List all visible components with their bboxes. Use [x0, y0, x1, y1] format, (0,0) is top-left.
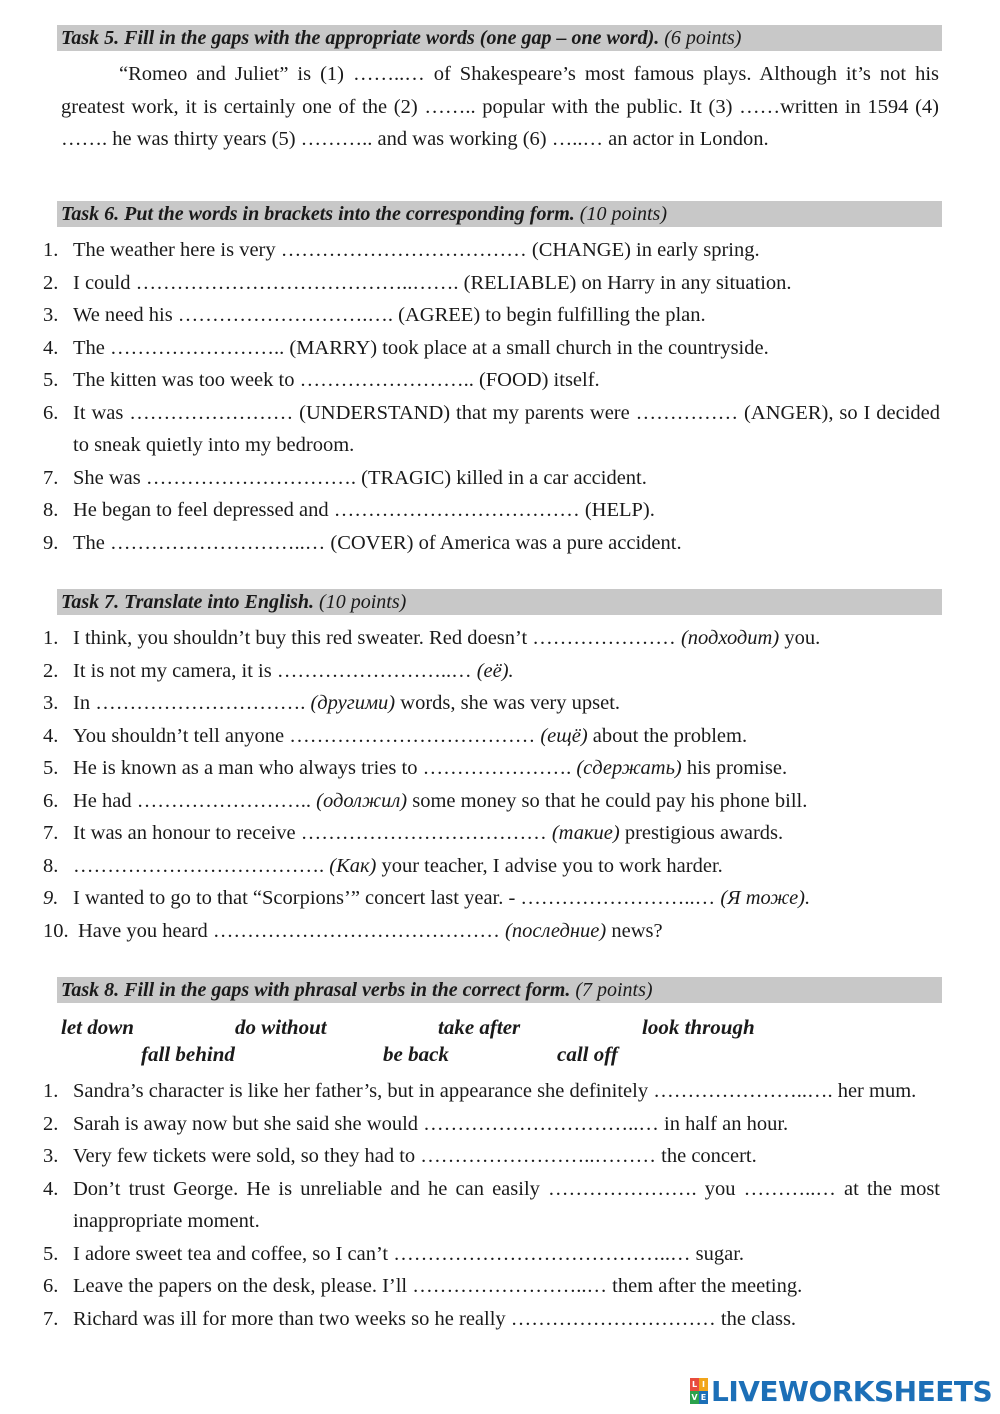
item-number: 10. — [43, 919, 69, 942]
russian-hint: (Я тоже). — [715, 887, 811, 909]
task6-item — [43, 527, 940, 560]
item-text: You shouldn’t tell anyone ……………………………… — [73, 724, 536, 747]
task8-item — [43, 1108, 940, 1141]
word-bank-row-2 — [0, 1041, 1000, 1068]
task7-title: Task 7. Translate into English. — [61, 591, 315, 613]
item-text: Sandra’s character is like her father’s, but in appearance she definitely …………………..…. her mum. — [73, 1080, 917, 1102]
item-text: Sarah is away now but she said she would …………………………..… in half an hour. — [73, 1112, 789, 1135]
russian-hint: (последние) — [499, 919, 607, 942]
word-bank-item: do without — [235, 1015, 327, 1039]
task7-item — [43, 752, 940, 785]
item-number: 2. — [43, 659, 59, 682]
task8-item — [43, 1075, 940, 1108]
logo-text: LIVEWORKSHEETS — [711, 1374, 993, 1408]
item-text: I adore sweet tea and coffee, so I can’t …………………………………..… sugar. — [73, 1242, 745, 1265]
task6-item — [43, 267, 940, 300]
item-text: Have you heard …………………………………… — [78, 919, 500, 942]
task8-item — [43, 1303, 940, 1336]
item-text: I think, you shouldn’t buy this red sweater. Red doesn’t ………………… — [73, 627, 676, 649]
item-text-end: about the problem. — [587, 724, 748, 747]
task7-points: (10 points) — [319, 591, 407, 613]
task7-item — [43, 720, 940, 753]
item-text: The weather here is very ……………………………… (CHANGE) in early spring. — [73, 239, 760, 261]
item-text: He is known as a man who always tries to …………………. — [73, 757, 572, 779]
item-text: Don’t trust George. He is unreliable and he can easily …………………. you ………..… at the most inappropriate moment. — [73, 1177, 940, 1232]
item-number: 5. — [43, 369, 59, 391]
item-number: 4. — [43, 336, 59, 359]
word-bank-item: look through — [642, 1015, 755, 1039]
task5-text — [61, 58, 939, 156]
item-text: Very few tickets were sold, so they had to ……………………..……… the concert. — [73, 1145, 757, 1167]
item-text-end: prestigious awards. — [619, 822, 784, 844]
logo-mark-cell: E — [700, 1393, 707, 1402]
item-text: I wanted to go to that “Scorpions’” concert last year. - ……………………..… — [73, 887, 716, 909]
task6-item — [43, 462, 940, 495]
item-text: She was …………………………. (TRAGIC) killed in a car accident. — [73, 466, 647, 489]
item-text: He had …………………….. — [73, 789, 312, 812]
word-bank-item: call off — [557, 1042, 618, 1066]
word-bank-item: let down — [61, 1015, 134, 1039]
task8-header — [57, 977, 942, 1003]
russian-hint: (сдержать) — [571, 757, 682, 779]
task7-item — [43, 882, 940, 915]
russian-hint: (ещё) — [535, 724, 588, 747]
russian-hint: (подходит) — [675, 627, 780, 649]
task6-list — [43, 234, 940, 559]
item-text: It was an honour to receive ……………………………… — [73, 822, 547, 844]
item-text-end: you. — [779, 627, 821, 649]
item-text: It was …………………… (UNDERSTAND) that my parents were …………… (ANGER), so I decided to sneak quietly into my bedroom. — [73, 401, 940, 456]
task6-item — [43, 332, 940, 365]
task7-list — [43, 622, 940, 947]
item-number: 7. — [43, 1307, 59, 1330]
item-number: 1. — [43, 1080, 59, 1102]
item-text-end: your teacher, I advise you to work harder. — [376, 854, 723, 877]
task6-item — [43, 397, 940, 462]
item-text: In …………………………. — [73, 692, 306, 714]
item-number: 3. — [43, 1145, 59, 1167]
logo-mark-cell: L — [691, 1380, 698, 1389]
russian-hint: (её). — [471, 659, 514, 682]
task8-item — [43, 1173, 940, 1238]
task7-item — [43, 915, 940, 948]
word-bank-row-1 — [0, 1014, 1000, 1041]
item-text-end: news? — [606, 919, 663, 942]
russian-hint: (одолжил) — [311, 789, 408, 812]
item-number: 2. — [43, 271, 59, 294]
item-text: It is not my camera, it is ……………………..… — [73, 659, 472, 682]
task7-item — [43, 655, 940, 688]
item-text-end: some money so that he could pay his phone bill. — [407, 789, 808, 812]
task8-item — [43, 1270, 940, 1303]
item-text: The …………………….. (MARRY) took place at a small church in the countryside. — [73, 336, 769, 359]
item-number: 7. — [43, 822, 59, 844]
task6-title: Task 6. Put the words in brackets into the corresponding form. — [61, 203, 575, 225]
task7-header — [57, 589, 942, 615]
item-number: 8. — [43, 499, 59, 521]
task7-item — [43, 622, 940, 655]
task8-points: (7 points) — [575, 979, 653, 1001]
task5-header — [57, 25, 942, 51]
task7-item — [43, 687, 940, 720]
russian-hint: (другими) — [305, 692, 396, 714]
item-number: 9. — [43, 887, 59, 909]
item-number: 5. — [43, 757, 59, 779]
task7-item — [43, 850, 940, 883]
item-number: 6. — [43, 1275, 59, 1297]
task5-paragraph: “Romeo and Juliet” is (1) ……..… of Shakespeare’s most famous plays. Although it’s not his greatest work, it is certainly one of the (2) …….. popular with the public. It (3) ……written in 1594 (4) ……. he was thirty years (5) ……….. and was working (6) …..… an actor in London. — [61, 63, 939, 150]
item-number: 4. — [43, 724, 59, 747]
item-text-end: his promise. — [681, 757, 788, 779]
task8-item — [43, 1140, 940, 1173]
item-number: 5. — [43, 1242, 59, 1265]
task6-header — [57, 201, 942, 227]
task8-title: Task 8. Fill in the gaps with phrasal verbs in the correct form. — [61, 979, 571, 1001]
item-text-end: words, she was very upset. — [395, 692, 621, 714]
item-number: 4. — [43, 1177, 59, 1200]
item-number: 6. — [43, 789, 59, 812]
task6-item — [43, 364, 940, 397]
item-number: 1. — [43, 239, 59, 261]
task7-item — [43, 785, 940, 818]
task6-item — [43, 234, 940, 267]
russian-hint: (такие) — [546, 822, 620, 844]
item-text: The ………………………..… (COVER) of America was a pure accident. — [73, 531, 682, 554]
word-bank-item: take after — [438, 1015, 521, 1039]
item-number: 6. — [43, 401, 59, 424]
task6-item — [43, 299, 940, 332]
task8-list — [43, 1075, 940, 1335]
item-number: 9. — [43, 531, 59, 554]
word-bank-item: be back — [383, 1042, 449, 1066]
item-number: 2. — [43, 1112, 59, 1135]
logo-mark-cell: V — [691, 1393, 698, 1402]
task6-points: (10 points) — [579, 203, 667, 225]
task7-item — [43, 817, 940, 850]
item-number: 3. — [43, 692, 59, 714]
task6-item — [43, 494, 940, 527]
item-number: 8. — [43, 854, 59, 877]
item-number: 7. — [43, 466, 59, 489]
task5-title: Task 5. Fill in the gaps with the appropriate words (one gap – one word). — [61, 27, 660, 49]
word-bank-item: fall behind — [141, 1042, 235, 1066]
item-number: 1. — [43, 627, 59, 649]
item-text: The kitten was too week to …………………….. (FOOD) itself. — [73, 369, 600, 391]
item-text: We need his ……………………….…. (AGREE) to begin fulfilling the plan. — [73, 304, 706, 326]
liveworksheets-logo[interactable] — [690, 1376, 992, 1406]
liveworksheets-logo-icon — [690, 1378, 708, 1404]
item-text: Leave the papers on the desk, please. I’ll ……………………..… them after the meeting. — [73, 1275, 803, 1297]
item-text: ………………………………. — [73, 854, 325, 877]
logo-mark-cell: I — [699, 1378, 708, 1391]
item-number: 3. — [43, 304, 59, 326]
item-text: He began to feel depressed and ……………………………… (HELP). — [73, 499, 655, 521]
item-text: Richard was ill for more than two weeks so he really ………………………… the class. — [73, 1307, 797, 1330]
task5-points: (6 points) — [664, 27, 742, 49]
russian-hint: (Как) — [324, 854, 377, 877]
task8-item — [43, 1238, 940, 1271]
item-text: I could …………………………………..……. (RELIABLE) on Harry in any situation. — [73, 271, 792, 294]
